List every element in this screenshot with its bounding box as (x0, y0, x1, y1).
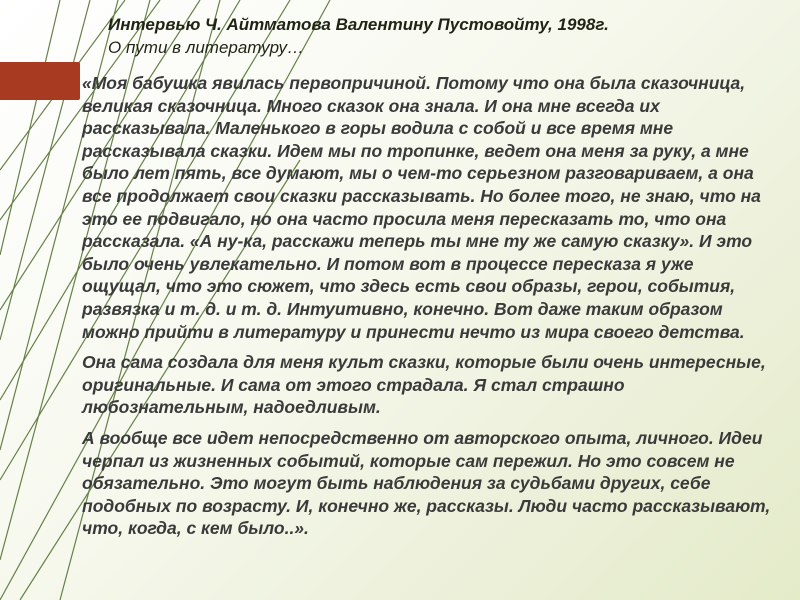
paragraph-text: Она сама создала для меня культ сказки, которые были очень интересные, оригинальные. И сама от этого страдала. Я стал страшно любознательным, надоедливым. (82, 352, 766, 418)
bullet-paragraph (82, 351, 772, 419)
accent-bar (0, 62, 80, 100)
paragraph-text: «Моя бабушка явилась первопричиной. Потому что она была сказочница, великая сказочница. Много сказок она знала. И она мне всегда их рассказывала. Маленького в горы водила с собой и все время мне рассказывала сказки. Идем мы по тропинке, ведет она меня за руку, а мне было лет пять, все думают, мы о чем-то серьезном разговариваем, а она все продолжает свои сказки рассказывать. Но более того, не знаю, что на это ее подвигало, но она часто просила меня пересказать то, что она рассказала. «А ну-ка, расскажи теперь ты мне ту же самую сказку». И это было очень увлекательно. И потом вот в процессе пересказа я уже ощущал, что это сюжет, что здесь есть свои образы, герои, события, развязка и т. д. и т. д. Интуитивно, конечно. Вот даже таким образом можно прийти в литературу и принести нечто из мира своего детства. (82, 73, 761, 342)
bullet-paragraph (82, 427, 772, 540)
paragraph-text: А вообще все идет непосредственно от авторского опыта, личного. Идеи черпал из жизненных событий, которые сам пережил. Но это совсем не обязательно. Это могут быть наблюдения за судьбами других, себе подобных по возрасту. И, конечно же, рассказы. Люди часто рассказывают, что, когда, с кем было..». (82, 427, 771, 539)
slide-header (108, 14, 768, 60)
slide-content (82, 72, 772, 540)
slide-title: Интервью Ч. Айтматова Валентину Пустовойту, 1998г. (108, 15, 609, 34)
quote-paragraph (82, 72, 772, 343)
slide-subtitle: О пути в литературу… (108, 38, 304, 57)
